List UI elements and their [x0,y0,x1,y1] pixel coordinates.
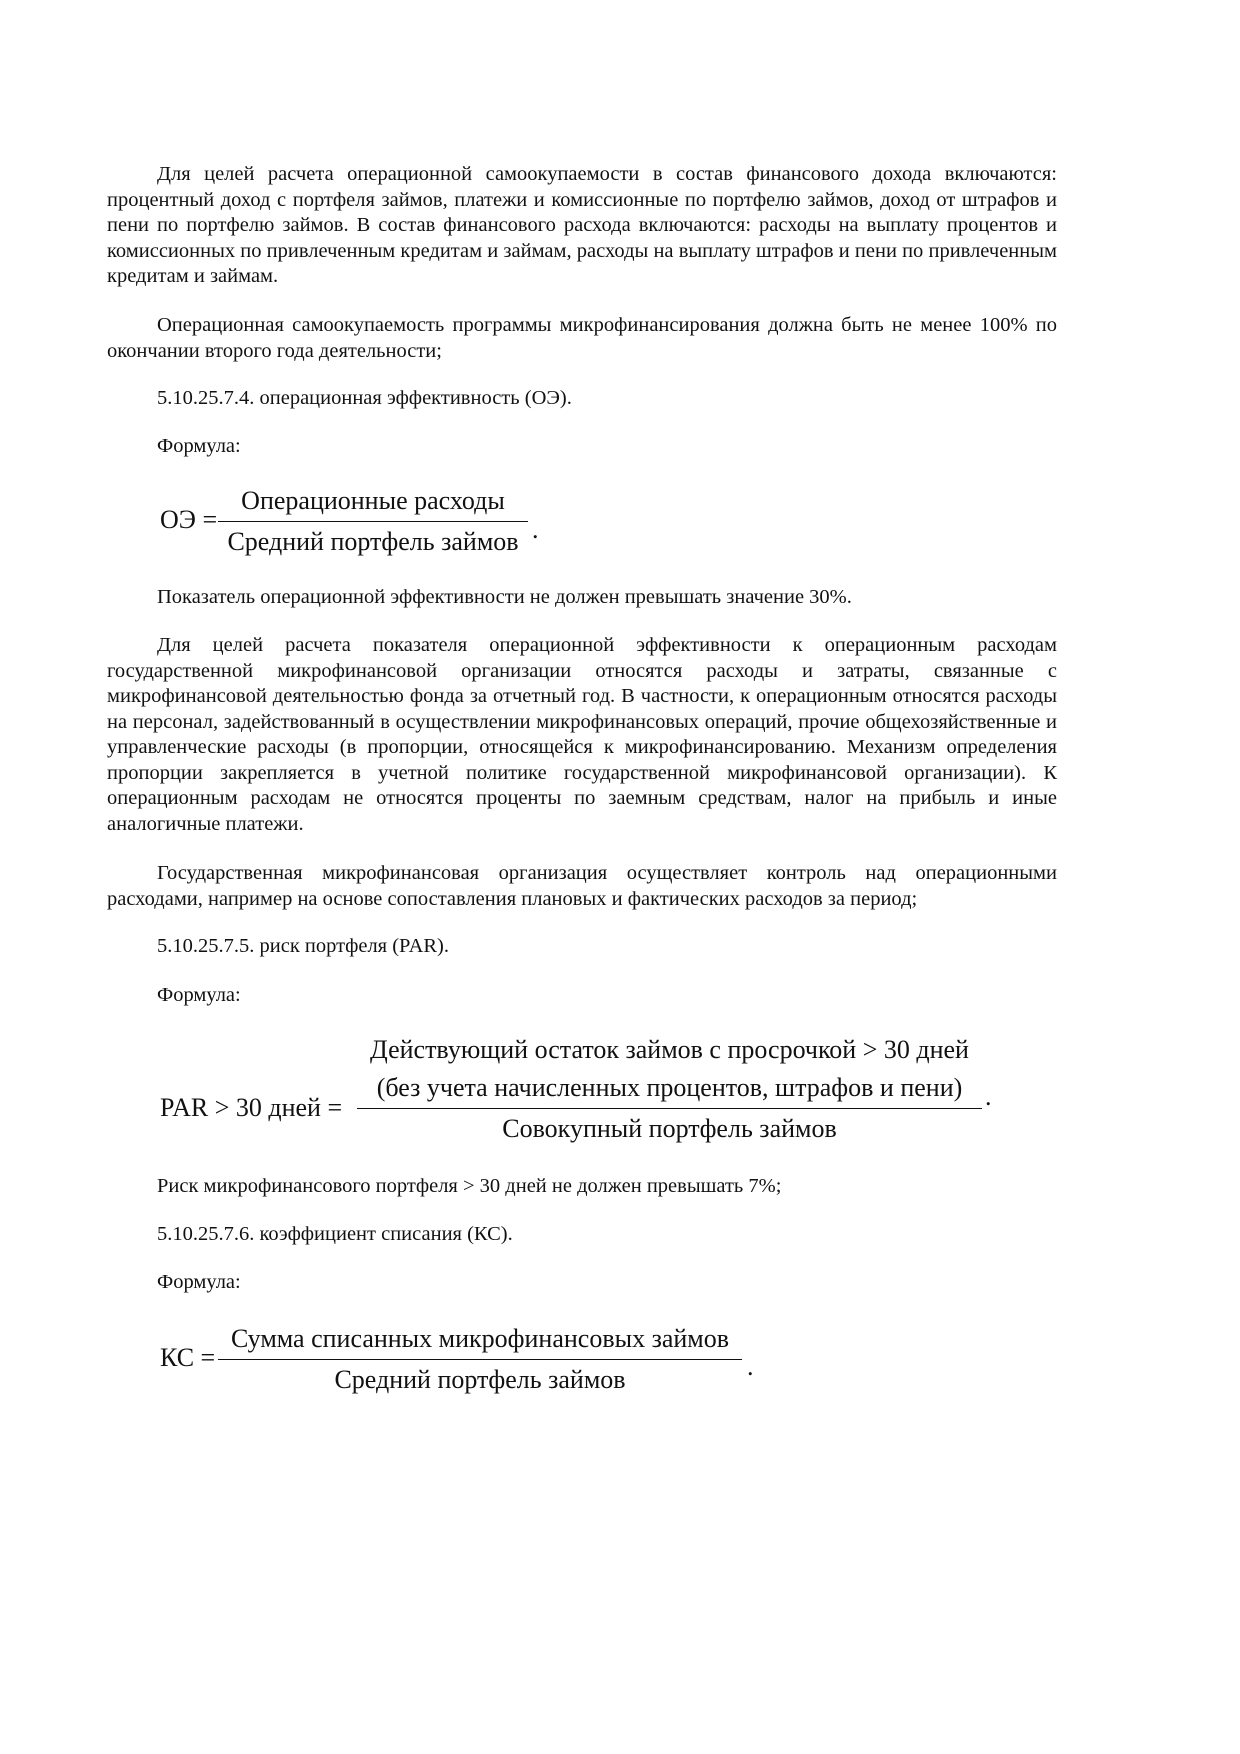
formula-ks-numerator: Сумма списанных микрофинансовых займов [218,1322,742,1360]
formula-label: Формула: [157,984,241,1006]
formula-label: Формула: [157,435,241,457]
formula-oe-denominator: Средний портфель займов [227,527,519,556]
formula-par-period: . [985,1082,992,1111]
paragraph-self-sufficiency: Операционная самоокупаемость программы микрофинансирования должна быть не менее 100% по окончании второго года деятельности; [107,314,1057,362]
formula-ks-lhs: КС = [160,1343,216,1372]
paragraph-oe-limit: Показатель операционной эффективности не должен превышать значение 30%. [157,586,852,608]
section-heading-ks: 5.10.25.7.6. коэффициент списания (КС). [157,1223,513,1245]
paragraph-par-limit: Риск микрофинансового портфеля > 30 дней не должен превышать 7%; [157,1175,782,1197]
formula-oe-lhs: ОЭ = [160,505,218,534]
formula-par-lhs: PAR > 30 дней = [160,1093,343,1122]
formula-par-denominator: Совокупный портфель займов [502,1114,837,1143]
formula-par-numerator-line2: (без учета начисленных процентов, штрафов и пени) [357,1071,982,1109]
formula-oe-numerator: Операционные расходы [218,484,528,522]
formula-ks-period: . [747,1352,754,1381]
formula-oe-period: . [532,515,539,544]
section-heading-par: 5.10.25.7.5. риск портфеля (PAR). [157,935,450,957]
paragraph-operating-expenses: Для целей расчета показателя операционной эффективности к операционным расходам государственной микрофинансовой организации относятся расходы и затраты, связанные с микрофинансовой деятельностью фонда за отчетный год. В частности, к операционным относятся расходы на персонал, задействованный в осуществлении микрофинансовых операций, прочие общехозяйственные и управленческие расходы (в пропорции, относящейся к микрофинансированию. Механизм определения пропорции закрепляется в учетной политике государственной микрофинансовой организации). К операционным расходам не относятся проценты по заемным средствам, налог на прибыль и иные аналогичные платежи. [107,634,1057,835]
section-heading-oe: 5.10.25.7.4. операционная эффективность (ОЭ). [157,387,572,409]
paragraph-expense-control: Государственная микрофинансовая организация осуществляет контроль над операционными расходами, например на основе сопоставления плановых и фактических расходов за период; [107,862,1057,910]
formula-par-numerator-line1: Действующий остаток займов с просрочкой > 30 дней [370,1035,969,1064]
formula-label: Формула: [157,1271,241,1293]
formula-ks-denominator: Средний портфель займов [334,1365,626,1394]
paragraph-financial-income: Для целей расчета операционной самоокупаемости в состав финансового дохода включаются: процентный доход с портфеля займов, платежи и комиссионные по портфелю займов, доход от штрафов и пени по портфелю займов. В состав финансового расхода включаются: расходы на выплату процентов и комиссионных по привлеченным кредитам и займам, расходы на выплату штрафов и пени по привлеченным кредитам и займам. [107,163,1057,287]
